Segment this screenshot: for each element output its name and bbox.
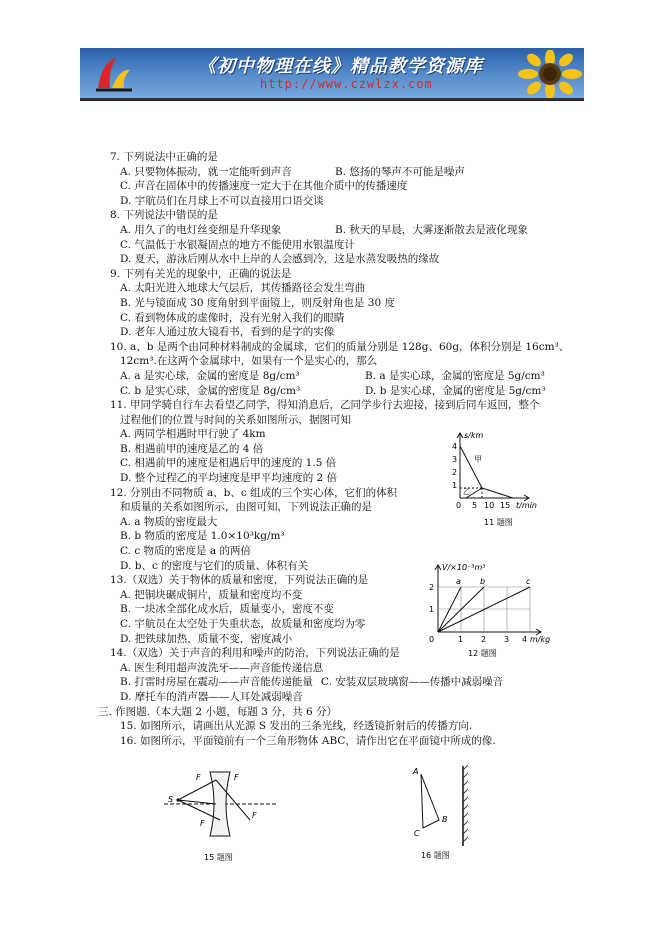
q8-option-a: A. 用久了的电灯丝变细是升华现象: [120, 223, 282, 236]
q16-text: 16. 如图所示，平面镜前有一个三角形物体 ABC，请作出它在平面镜中所成的像.: [120, 734, 496, 747]
figure-15: [160, 768, 280, 864]
fig16-label-c: C: [414, 829, 420, 838]
q13-option-b: B. 一块冰全部化成水后，质量变小，密度不变: [120, 603, 334, 616]
q9-stem: 9. 下列有关光的现象中，正确的说法是: [110, 267, 292, 280]
q12-option-a: A. a 物质的密度最大: [120, 515, 218, 528]
fig11-caption: 11 题图: [484, 518, 513, 527]
fig12-xlabel: m/kg: [530, 635, 550, 644]
site-logo-icon: [94, 54, 134, 94]
triangle-abc: [421, 774, 439, 828]
fig15-caption: 15 题图: [204, 853, 233, 862]
q14-options-bc: [110, 675, 580, 690]
fig12-series-a: a: [456, 577, 461, 586]
q11-stem-continued: 过程他们的位置与时间的关系如图所示，据图可知: [120, 413, 351, 426]
q8-option-d: D. 夏天，游泳后刚从水中上岸的人会感到冷，这是水蒸发吸热的缘故: [120, 253, 440, 266]
fig15-label-f3: F: [200, 819, 205, 828]
fig12-ytick-2: 2: [429, 583, 435, 592]
q7-option-b: B. 悠扬的琴声不可能是噪声: [335, 165, 465, 178]
q13-option-a: A. 把铜块碾成铜片，质量和密度均不变: [120, 588, 303, 601]
fig11-line-jia: [460, 446, 482, 488]
fig12-xtick-2: 2: [481, 635, 487, 644]
fig11-series-yi: 乙: [463, 488, 470, 496]
q9-option-c: C. 看到物体成的虚像时，没有光射入我们的眼睛: [120, 311, 345, 324]
q8-option-b: B. 秋天的早晨，大雾逐渐散去是液化现象: [335, 223, 528, 236]
fig11-series-jia: 甲: [474, 455, 482, 464]
q11-option-a: A. 两同学相遇时甲行驶了 4km: [120, 428, 266, 441]
q11-option-d: D. 整个过程乙的平均速度是甲平均速度的 2 倍: [120, 472, 338, 485]
q10-stem-continued: 12cm³.在这两个金属球中，如果有一个是实心的，那么: [120, 355, 378, 368]
header-banner: [80, 48, 584, 100]
fig16-label-a: A: [413, 767, 419, 776]
q12-option-b: B. b 物质的密度是 1.0×10³kg/m³: [120, 530, 285, 543]
fig12-line-a: [438, 587, 461, 632]
q8-option-c: C. 气温低于水银凝固点的地方不能使用水银温度计: [120, 238, 355, 251]
q10-options-ab: [110, 369, 580, 384]
q7-option-c: C. 声音在固体中的传播速度一定大于在其他介质中的传播速度: [120, 180, 408, 193]
fig11-ytick-4: 4: [452, 442, 458, 451]
section3-heading: 三. 作图题.（本大题 2 小题，每题 3 分，共 6 分）: [98, 705, 338, 718]
q7-options-ab: [110, 165, 580, 180]
q9-option-a: A. 太阳光进入地球大气层后，其传播路径会发生弯曲: [120, 282, 366, 295]
fig11-ytick-2: 2: [452, 468, 458, 477]
fig11-xtick-5: 5: [472, 501, 478, 510]
figure-16: [405, 762, 485, 864]
fig12-xtick-3: 3: [504, 635, 510, 644]
fig12-series-c: c: [526, 577, 531, 586]
q14-option-b: B. 打雷时房屋在震动——声音能传递能量: [120, 676, 313, 689]
fig15-label-f4: F: [252, 811, 257, 820]
q14-option-c: C. 安装双层玻璃窗——传播中减弱噪音: [320, 676, 504, 689]
header-rule: [80, 100, 584, 101]
fig12-ytick-1: 1: [429, 605, 435, 614]
fig11-xlabel: t/min: [516, 501, 537, 510]
fig12-xtick-0: 0: [429, 635, 435, 644]
fig12-xtick-1: 1: [458, 635, 464, 644]
q13-stem: 13.（双选）关于物体的质量和密度，下列说法正确的是: [110, 574, 369, 587]
q12-stem: 12. 分别由不同物质 a、b、c 组成的三个实心体，它们的体积: [110, 486, 398, 499]
fig16-caption: 16 题图: [421, 851, 450, 860]
q12-stem-continued: 和质量的关系如图所示，由图可知，下列说法正确的是: [120, 501, 372, 514]
fig15-label-f1: F: [196, 773, 201, 782]
fig11-xtick-10: 10: [484, 501, 495, 510]
fig15-label-s: S: [168, 795, 174, 804]
q13-option-c: C. 宇航员在太空处于失重状态，故质量和密度均为零: [120, 618, 366, 630]
q10-options-cd: [110, 384, 580, 399]
q11-stem: 11. 甲同学骑自行车去看望乙同学，得知消息后，乙同学步行去迎接，接到后同车返回，整个: [110, 399, 540, 412]
q7-option-d: D. 宇航员们在月球上不可以直接用口语交谈: [120, 194, 324, 207]
fig11-ytick-1: 1: [452, 481, 458, 490]
site-url[interactable]: http://www.czwlzx.com: [260, 77, 433, 91]
fig12-caption: 12 题图: [468, 649, 497, 658]
fig12-series-b: b: [480, 577, 486, 586]
figure-11: [438, 428, 548, 528]
q10-option-c: C. b 是实心球，金属的密度是 8g/cm³: [120, 384, 301, 397]
q7-option-a: A. 只要物体振动，就一定能听到声音: [120, 165, 292, 178]
q14-stem: 14.（双选）关于声音的利用和噪声的防治，下列说法正确的是: [110, 647, 400, 660]
fig11-xtick-15: 15: [500, 501, 511, 510]
q9-option-d: D. 老年人通过放大镜看书，看到的是字的实像: [120, 326, 335, 339]
q14-option-d: D. 摩托车的消声器——人耳处减弱噪音: [120, 690, 303, 703]
fig16-label-b: B: [442, 815, 448, 824]
light-source-s: [176, 798, 179, 801]
fig11-line-return: [482, 488, 513, 498]
q9-option-b: B. 光与镜面成 30 度角射到平面镜上，则反射角也是 30 度: [120, 296, 395, 309]
fig11-ylabel: s/km: [464, 431, 484, 440]
q12-option-d: D. b、c 的密度与它们的质量、体积有关: [120, 559, 309, 572]
q15-text: 15. 如图所示，请画出从光源 S 发出的三条光线，经透镜折射后的传播方向.: [120, 720, 473, 733]
q8-stem: 8. 下列说法中错误的是: [110, 209, 218, 222]
q12-option-c: C. c 物质的密度是 a 的两倍: [120, 545, 251, 558]
q10-option-a: A. a 是实心球，金属的密度是 8g/cm³: [120, 369, 300, 382]
q11-option-b: B. 相遇前甲的速度是乙的 4 倍: [120, 442, 264, 455]
figure-12: [420, 560, 550, 660]
q8-options-ab: [110, 223, 580, 238]
q14-option-a: A. 医生利用超声波洗牙——声音能传递信息: [120, 661, 324, 674]
fig15-label-f2: F: [234, 773, 239, 782]
q11-option-c: C. 相遇前甲的速度是相遇后甲的速度的 1.5 倍: [120, 457, 337, 470]
fig11-ytick-3: 3: [452, 455, 458, 464]
fig12-xtick-4: 4: [522, 635, 528, 644]
sunflower-icon: [518, 50, 582, 98]
fig11-xtick-0: 0: [456, 501, 462, 510]
q13-option-d: D. 把铁球加热，质量不变，密度减小: [120, 632, 293, 645]
q7-stem: 7. 下列说法中正确的是: [110, 151, 218, 163]
q10-stem: 10. a、b 是两个由同种材料制成的金属球，它们的质量分别是 128g、60g，体积分别是 16cm³、: [110, 340, 570, 353]
fig12-ylabel: V/×10⁻³m³: [442, 563, 486, 572]
q10-option-b: B. a 是实心球，金属的密度是 5g/cm³: [365, 369, 545, 382]
q10-option-d: D. b 是实心球，金属的密度是 5g/cm³: [365, 384, 546, 397]
site-title: 《初中物理在线》精品教学资源库: [198, 56, 483, 77]
